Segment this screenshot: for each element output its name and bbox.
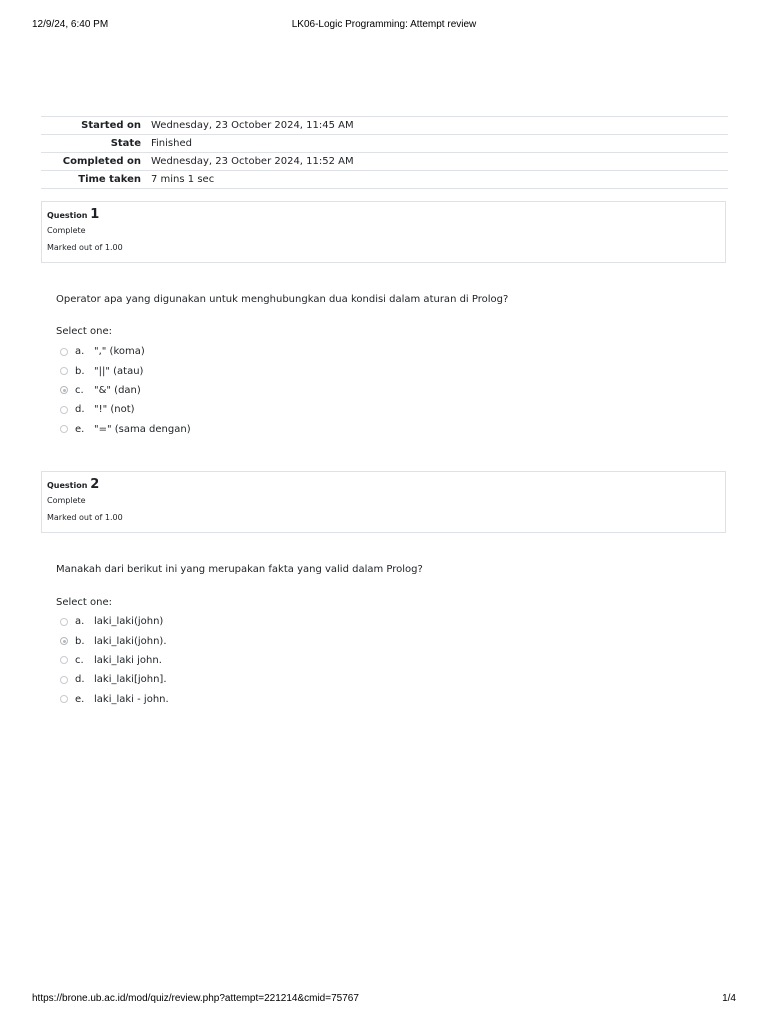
answer-option[interactable] [60,670,169,689]
answer-option[interactable] [60,631,169,650]
summary-label: State [110,138,141,149]
radio-button[interactable] [60,618,68,626]
summary-row [41,153,728,171]
radio-button[interactable] [60,367,68,375]
answer-letter: a. [75,346,85,358]
answer-letter: d. [75,404,85,416]
answer-option[interactable] [60,400,191,419]
answer-text: "!" (not) [94,404,135,416]
question-number-value: 1 [90,207,100,222]
answer-text: laki_laki(john). [94,635,167,647]
radio-button[interactable] [60,425,68,433]
answer-option[interactable] [60,342,191,361]
answer-letter: d. [75,674,85,686]
answer-letter: c. [75,384,84,396]
question-label: Question [47,481,88,490]
summary-label: Time taken [78,174,141,185]
summary-label: Completed on [62,156,141,167]
answer-letter: a. [75,616,85,628]
answer-text: laki_laki(john) [94,616,164,628]
answer-text: "=" (sama dengan) [94,423,191,435]
question-2-prompt: Select one: [56,597,113,608]
summary-value: 7 mins 1 sec [151,174,215,185]
question-number-value: 2 [90,477,100,492]
summary-value: Wednesday, 23 October 2024, 11:52 AM [151,156,354,167]
answer-option[interactable] [60,420,191,439]
question-1-text: Operator apa yang digunakan untuk menghubungkan dua kondisi dalam aturan di Prolog? [56,294,509,305]
answer-option[interactable] [60,690,169,709]
print-footer [32,993,736,1007]
print-date: 12/9/24, 6:40 PM [32,19,109,30]
answer-option[interactable] [60,381,191,400]
print-page-number: 1/4 [722,993,736,1004]
question-1-answers [60,342,191,439]
answer-letter: c. [75,654,84,666]
radio-button[interactable] [60,676,68,684]
summary-value: Finished [151,138,192,149]
question-1-prompt: Select one: [56,326,113,337]
question-2-info [41,471,726,533]
answer-letter: b. [75,635,85,647]
radio-button[interactable] [60,406,68,414]
print-header [32,19,736,33]
answer-text: laki_laki[john]. [94,674,167,686]
summary-label: Started on [81,120,141,131]
radio-button-selected[interactable] [60,386,68,394]
radio-button-selected[interactable] [60,637,68,645]
summary-value: Wednesday, 23 October 2024, 11:45 AM [151,120,354,131]
question-grade: Marked out of 1.00 [47,243,123,252]
question-grade: Marked out of 1.00 [47,513,123,522]
question-1-info [41,201,726,263]
question-state: Complete [47,496,86,505]
question-2-text: Manakah dari berikut ini yang merupakan fakta yang valid dalam Prolog? [56,564,423,575]
answer-letter: e. [75,693,85,705]
attempt-summary-table [41,116,728,189]
answer-text: laki_laki john. [94,654,162,666]
question-state: Complete [47,226,86,235]
question-label: Question [47,211,88,220]
summary-row [41,171,728,189]
radio-button[interactable] [60,348,68,356]
question-number [47,207,720,223]
answer-option[interactable] [60,361,191,380]
print-url: https://brone.ub.ac.id/mod/quiz/review.php?attempt=221214&cmid=75767 [32,993,359,1004]
answer-option[interactable] [60,651,169,670]
summary-row [41,135,728,153]
answer-text: laki_laki - john. [94,693,169,705]
answer-text: "," (koma) [94,346,145,358]
answer-letter: b. [75,365,85,377]
print-title: LK06-Logic Programming: Attempt review [291,19,477,30]
radio-button[interactable] [60,695,68,703]
answer-text: "||" (atau) [94,365,144,377]
question-2-answers [60,612,169,709]
answer-option[interactable] [60,612,169,631]
summary-row [41,117,728,135]
radio-button[interactable] [60,656,68,664]
answer-letter: e. [75,423,85,435]
question-number [47,477,720,493]
answer-text: "&" (dan) [94,384,141,396]
